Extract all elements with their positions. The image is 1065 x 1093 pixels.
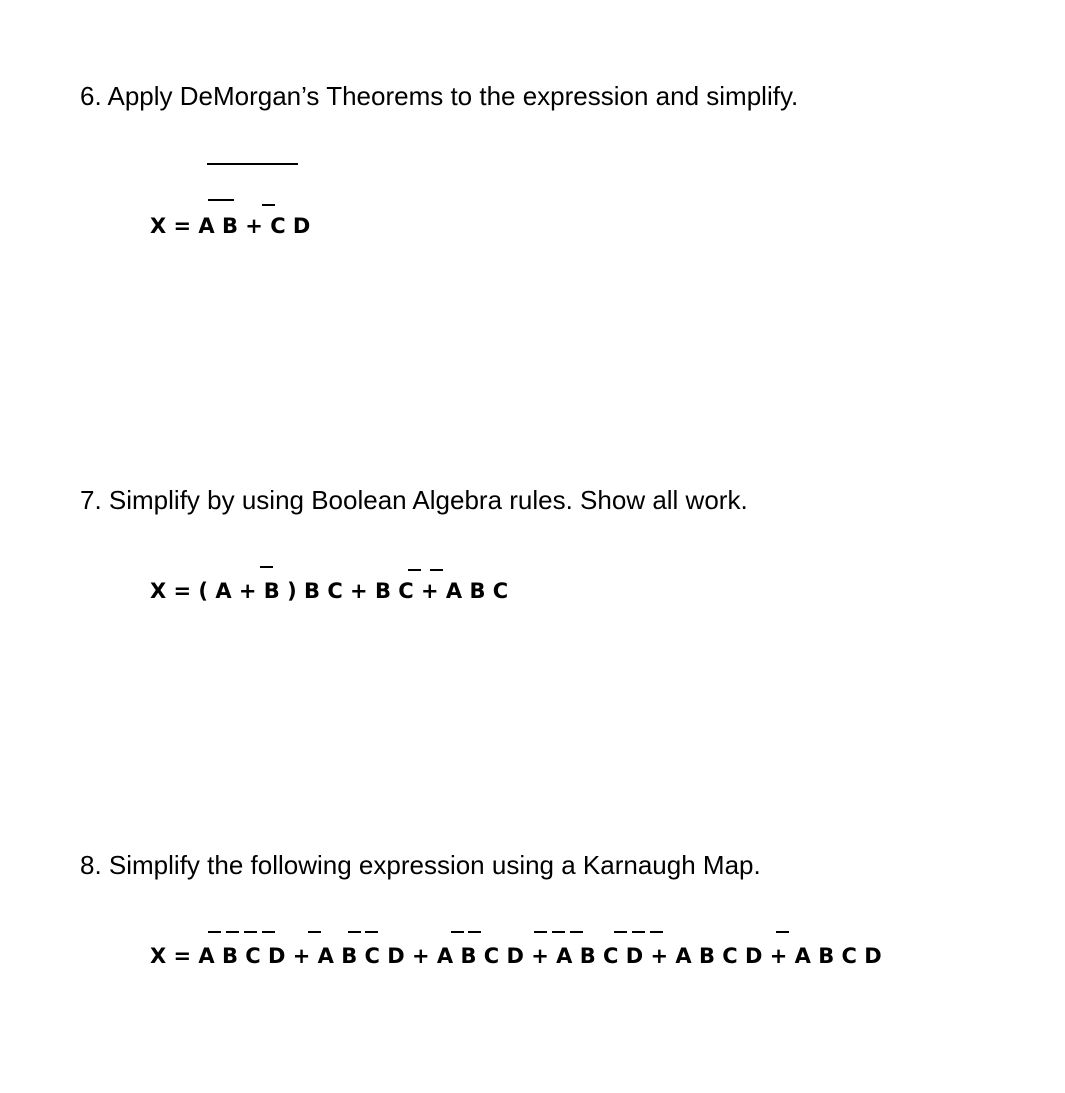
overbar-complement-b: [534, 931, 547, 933]
overbar-complement-b: [260, 566, 273, 568]
overbar-complement-d: [365, 931, 378, 933]
question-8-text: 8. Simplify the following expression using a Karnaugh Map.: [80, 850, 761, 880]
overbar-complement-d: [262, 931, 275, 933]
overbar-complement-c: [552, 931, 565, 933]
overbar-complement-whole: [207, 163, 298, 165]
question-7-expression: X = ( A + B ) B C + B C + A B C: [150, 579, 509, 603]
overbar-complement-c: [451, 931, 464, 933]
question-6-text: 6. Apply DeMorgan’s Theorems to the expression and simplify.: [80, 81, 799, 111]
overbar-complement-c: [244, 931, 257, 933]
question-8-expression: X = A B C D + A B C D + A B C D + A B C D + A B C D + A B C D: [150, 944, 882, 968]
question-7-text: 7. Simplify by using Boolean Algebra rules. Show all work.: [80, 485, 748, 515]
overbar-complement-d: [570, 931, 583, 933]
overbar-complement-c: [650, 931, 663, 933]
overbar-complement-b: [226, 931, 239, 933]
overbar-complement-b: [408, 569, 421, 571]
overbar-complement-d: [776, 931, 789, 933]
overbar-complement-a: [208, 931, 221, 933]
question-6-expression: X = A B + C D: [150, 214, 311, 238]
overbar-complement-b: [632, 931, 645, 933]
overbar-complement-a: [208, 199, 234, 201]
overbar-complement-c: [348, 931, 361, 933]
overbar-complement-d: [468, 931, 481, 933]
overbar-complement-c: [430, 569, 443, 571]
overbar-complement-c: [262, 204, 275, 206]
overbar-complement-a: [614, 931, 627, 933]
overbar-complement-b: [308, 931, 321, 933]
